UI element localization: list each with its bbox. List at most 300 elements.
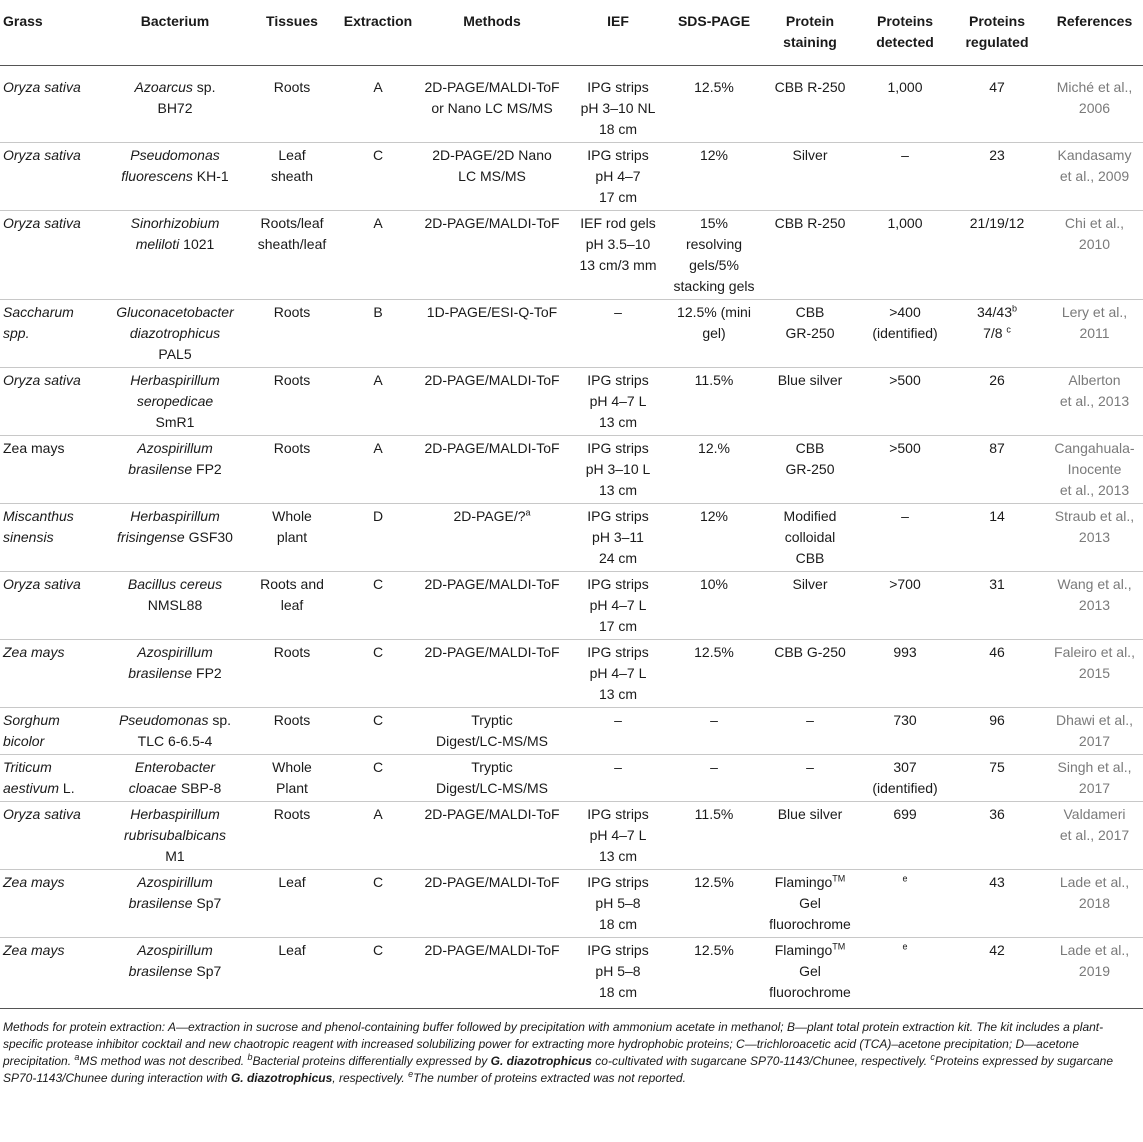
detected-text: >700 xyxy=(889,576,921,592)
footnote-a-text: MS method was not described. xyxy=(79,1054,248,1068)
cell-sds-page: 12.5% xyxy=(670,66,758,143)
cell-bacterium xyxy=(104,504,246,572)
bacterium-genus: Azospirillum brasilense xyxy=(128,644,213,681)
cell-proteins-detected xyxy=(862,211,948,300)
staining-text: Flamingo xyxy=(774,942,833,958)
bacterium-strain: SBP-8 xyxy=(176,780,222,796)
footnote-methods-text: Methods for protein extraction: A—extraction in sucrose and phenol-containing buffer followed by precipitation with ammonium acetate in methanol; B—plant total protein extraction kit. The kit includes a plant-specific protease inhibitor cocktail and new chaotropic reagent with increased solubilizing power for extracting more hydrophobic proteins; C—trichloroacetic acid (TCA)–acetone precipitation; D—acetone precipitation. xyxy=(3,1020,1104,1068)
regulated-text: 21/19/12 xyxy=(969,215,1025,231)
cell-proteins-detected xyxy=(862,572,948,640)
cell-bacterium xyxy=(104,708,246,755)
cell-sds-page: 12.% xyxy=(670,436,758,504)
cell-proteins-regulated xyxy=(948,300,1046,368)
cell-ief: IPG strips pH 5–8 18 cm xyxy=(566,870,670,938)
cell-bacterium xyxy=(104,572,246,640)
cell-reference: Dhawi et al., 2017 xyxy=(1046,708,1143,755)
cell-extraction: C xyxy=(338,755,418,802)
cell-proteins-detected xyxy=(862,504,948,572)
footnote-b-text-end: co-cultivated with sugarcane SP70-1143/Chunee, respectively. xyxy=(591,1054,931,1068)
bacterium-strain: Sp7 xyxy=(192,895,222,911)
detected-text: 307 (identified) xyxy=(872,759,938,796)
bacterium-strain: sp. BH72 xyxy=(157,79,216,116)
detected-text: – xyxy=(901,147,909,163)
footnote-sup-c: c xyxy=(930,1052,935,1062)
header-proteins-detected: Proteins detected xyxy=(862,0,948,66)
cell-proteins-detected xyxy=(862,755,948,802)
cell-proteins-detected xyxy=(862,708,948,755)
cell-reference: Lade et al., 2019 xyxy=(1046,938,1143,1009)
detected-text: 993 xyxy=(893,644,917,660)
cell-sds-page: 12.5% (mini gel) xyxy=(670,300,758,368)
bacterium-strain: FP2 xyxy=(192,461,222,477)
footnote-sup-b: b xyxy=(247,1052,253,1062)
cell-grass xyxy=(0,755,104,802)
cell-proteins-regulated xyxy=(948,572,1046,640)
bacterium-strain: FP2 xyxy=(192,665,222,681)
cell-grass xyxy=(0,66,104,143)
cell-extraction: A xyxy=(338,436,418,504)
table-row xyxy=(0,708,1143,755)
header-tissues: Tissues xyxy=(246,0,338,66)
cell-extraction: D xyxy=(338,504,418,572)
cell-ief: – xyxy=(566,300,670,368)
cell-tissues: Roots xyxy=(246,802,338,870)
cell-proteins-detected xyxy=(862,436,948,504)
cell-grass xyxy=(0,802,104,870)
bacterium-strain: GSF30 xyxy=(184,529,233,545)
table-row xyxy=(0,436,1143,504)
cell-grass xyxy=(0,938,104,1009)
cell-proteins-regulated xyxy=(948,870,1046,938)
cell-methods xyxy=(418,755,566,802)
bacterium-strain: KH-1 xyxy=(192,168,229,184)
header-ief: IEF xyxy=(566,0,670,66)
table-row xyxy=(0,504,1143,572)
grass-name: Zea mays xyxy=(3,942,65,958)
table-row xyxy=(0,870,1143,938)
cell-reference: Faleiro et al., 2015 xyxy=(1046,640,1143,708)
cell-bacterium xyxy=(104,802,246,870)
cell-proteins-detected xyxy=(862,640,948,708)
cell-grass xyxy=(0,870,104,938)
cell-extraction: B xyxy=(338,300,418,368)
methods-text: 2D-PAGE/? xyxy=(453,508,526,524)
methods-text: 2D-PAGE/MALDI-ToF xyxy=(424,215,560,231)
table-row xyxy=(0,640,1143,708)
cell-proteins-detected xyxy=(862,368,948,436)
cell-tissues: Leaf sheath xyxy=(246,143,338,211)
cell-ief: IPG strips pH 4–7 L 17 cm xyxy=(566,572,670,640)
cell-methods xyxy=(418,66,566,143)
staining-text: CBB R-250 xyxy=(774,79,846,95)
cell-methods xyxy=(418,708,566,755)
cell-sds-page: 10% xyxy=(670,572,758,640)
cell-ief: IPG strips pH 4–7 L 13 cm xyxy=(566,802,670,870)
cell-proteins-detected xyxy=(862,143,948,211)
cell-bacterium xyxy=(104,143,246,211)
cell-ief: IPG strips pH 3–10 NL 18 cm xyxy=(566,66,670,143)
staining-text: CBB G-250 xyxy=(774,644,846,660)
cell-proteins-detected xyxy=(862,938,948,1009)
grass-name: Oryza sativa xyxy=(3,79,81,95)
methods-text: 2D-PAGE/MALDI-ToF xyxy=(424,874,560,890)
cell-methods xyxy=(418,368,566,436)
cell-staining xyxy=(758,368,862,436)
staining-text: Modified colloidal CBB xyxy=(783,508,837,566)
header-bacterium: Bacterium xyxy=(104,0,246,66)
cell-ief: IEF rod gels pH 3.5–10 13 cm/3 mm xyxy=(566,211,670,300)
regulated-text: 31 xyxy=(989,576,1005,592)
cell-staining xyxy=(758,870,862,938)
cell-methods xyxy=(418,640,566,708)
cell-proteins-regulated xyxy=(948,938,1046,1009)
staining-text: CBB R-250 xyxy=(774,215,846,231)
cell-reference: Straub et al., 2013 xyxy=(1046,504,1143,572)
grass-name: Zea mays xyxy=(3,440,65,456)
cell-bacterium xyxy=(104,436,246,504)
cell-staining xyxy=(758,211,862,300)
cell-grass xyxy=(0,368,104,436)
cell-ief: IPG strips pH 4–7 L 13 cm xyxy=(566,368,670,436)
cell-proteins-regulated xyxy=(948,504,1046,572)
regulated-text: 43 xyxy=(989,874,1005,890)
methods-text: Tryptic Digest/LC-MS/MS xyxy=(435,712,549,749)
cell-reference: Chi et al., 2010 xyxy=(1046,211,1143,300)
header-references: References xyxy=(1046,0,1143,66)
footnote-sup-a: a xyxy=(74,1052,80,1062)
methods-text: 2D-PAGE/2D Nano LC MS/MS xyxy=(432,147,552,184)
detected-text: >400 (identified) xyxy=(872,304,938,341)
cell-tissues: Roots/leaf sheath/leaf xyxy=(246,211,338,300)
methods-text: 2D-PAGE/MALDI-ToF xyxy=(424,942,560,958)
cell-bacterium xyxy=(104,368,246,436)
table-row xyxy=(0,572,1143,640)
table-row xyxy=(0,66,1143,143)
staining-trademark: TM xyxy=(832,873,846,884)
grass-name: Oryza sativa xyxy=(3,806,81,822)
cell-extraction: C xyxy=(338,143,418,211)
methods-text: 2D-PAGE/MALDI-ToF xyxy=(424,576,560,592)
staining-trademark: TM xyxy=(832,941,846,952)
detected-footnote-mark: e xyxy=(902,941,908,952)
cell-extraction: C xyxy=(338,708,418,755)
bacterium-genus: Azoarcus xyxy=(134,79,193,95)
footnote-c-text: Proteins expressed by sugarcane SP70-1143/Chunee during interaction with xyxy=(3,1054,1113,1085)
grass-suffix: L. xyxy=(59,780,75,796)
cell-methods xyxy=(418,143,566,211)
grass-name: Miscanthus sinensis xyxy=(3,508,74,545)
cell-ief: IPG strips pH 3–10 L 13 cm xyxy=(566,436,670,504)
staining-text: CBB GR-250 xyxy=(785,304,835,341)
grass-name: Triticum aestivum xyxy=(3,759,60,796)
regulated-text: 26 xyxy=(989,372,1005,388)
cell-proteins-detected xyxy=(862,66,948,143)
cell-sds-page: 15% resolving gels/5% stacking gels xyxy=(670,211,758,300)
table-row xyxy=(0,755,1143,802)
cell-staining xyxy=(758,504,862,572)
bacterium-genus: Gluconacetobacter diazotrophicus xyxy=(116,304,234,341)
regulated-text: 96 xyxy=(989,712,1005,728)
cell-proteins-regulated xyxy=(948,436,1046,504)
cell-methods xyxy=(418,211,566,300)
cell-staining xyxy=(758,143,862,211)
cell-reference: Lery et al., 2011 xyxy=(1046,300,1143,368)
staining-text: Silver xyxy=(792,576,828,592)
regulated-text: 46 xyxy=(989,644,1005,660)
bacterium-genus: Pseudomonas xyxy=(118,712,209,728)
cell-ief: – xyxy=(566,755,670,802)
grass-name: Zea mays xyxy=(3,644,65,660)
cell-extraction: A xyxy=(338,368,418,436)
regulated-text-2: 7/8 xyxy=(983,325,1003,341)
cell-methods xyxy=(418,504,566,572)
regulated-text: 14 xyxy=(989,508,1005,524)
footnote-sup-e: e xyxy=(408,1069,414,1079)
bacterium-strain: NMSL88 xyxy=(147,597,203,613)
cell-extraction: C xyxy=(338,640,418,708)
cell-proteins-detected xyxy=(862,870,948,938)
cell-tissues: Roots xyxy=(246,368,338,436)
header-protein-staining: Protein staining xyxy=(758,0,862,66)
cell-tissues: Roots xyxy=(246,300,338,368)
table-row xyxy=(0,938,1143,1009)
cell-staining xyxy=(758,436,862,504)
header-grass: Grass xyxy=(0,0,104,66)
cell-staining xyxy=(758,640,862,708)
cell-staining xyxy=(758,572,862,640)
staining-text: Blue silver xyxy=(777,372,843,388)
staining-text: CBB GR-250 xyxy=(785,440,835,477)
cell-extraction: C xyxy=(338,870,418,938)
methods-footnote-mark: a xyxy=(525,507,531,518)
bacterium-strain: Sp7 xyxy=(192,963,222,979)
bacterium-strain: PAL5 xyxy=(158,346,192,362)
cell-sds-page: 12% xyxy=(670,143,758,211)
bacterium-genus: Sinorhizobium meliloti xyxy=(130,215,220,252)
table-row xyxy=(0,211,1143,300)
cell-staining xyxy=(758,708,862,755)
methods-text: 2D-PAGE/MALDI-ToF xyxy=(424,644,560,660)
regulated-text: 23 xyxy=(989,147,1005,163)
cell-sds-page: 11.5% xyxy=(670,802,758,870)
cell-extraction: C xyxy=(338,938,418,1009)
cell-proteins-regulated xyxy=(948,802,1046,870)
cell-bacterium xyxy=(104,870,246,938)
cell-methods xyxy=(418,572,566,640)
bacterium-genus: Herbaspirillum seropedicae xyxy=(130,372,220,409)
methods-text: Tryptic Digest/LC-MS/MS xyxy=(435,759,549,796)
table-row xyxy=(0,143,1143,211)
table-row xyxy=(0,802,1143,870)
cell-proteins-regulated xyxy=(948,708,1046,755)
cell-tissues: Whole Plant xyxy=(246,755,338,802)
bacterium-genus: Enterobacter cloacae xyxy=(128,759,216,796)
header-sds-page: SDS-PAGE xyxy=(670,0,758,66)
cell-proteins-regulated xyxy=(948,368,1046,436)
bacterium-genus: Pseudomonas fluorescens xyxy=(121,147,220,184)
staining-text-rest: Gel fluorochrome xyxy=(769,963,851,1000)
cell-reference: Cangahuala- Inocente et al., 2013 xyxy=(1046,436,1143,504)
cell-sds-page: 12.5% xyxy=(670,870,758,938)
cell-reference: Kandasamy et al., 2009 xyxy=(1046,143,1143,211)
cell-extraction: A xyxy=(338,66,418,143)
regulated-text: 87 xyxy=(989,440,1005,456)
methods-text: 2D-PAGE/MALDI-ToF xyxy=(424,440,560,456)
cell-tissues: Roots xyxy=(246,708,338,755)
cell-sds-page: 12.5% xyxy=(670,938,758,1009)
bacterium-genus: Bacillus cereus xyxy=(127,576,223,592)
cell-proteins-regulated xyxy=(948,66,1046,143)
cell-methods xyxy=(418,300,566,368)
cell-tissues: Roots xyxy=(246,436,338,504)
cell-reference: Wang et al., 2013 xyxy=(1046,572,1143,640)
regulated-text: 34/43 xyxy=(976,304,1013,320)
cell-bacterium xyxy=(104,300,246,368)
header-extraction: Extraction xyxy=(338,0,418,66)
cell-grass xyxy=(0,143,104,211)
cell-extraction: A xyxy=(338,211,418,300)
methods-text: 2D-PAGE/MALDI-ToF xyxy=(424,372,560,388)
bacterium-genus: Azospirillum brasilense xyxy=(128,440,213,477)
regulated-text: 42 xyxy=(989,942,1005,958)
cell-grass xyxy=(0,640,104,708)
footnote-c-species: G. diazotrophicus xyxy=(230,1071,333,1085)
bacterium-strain: SmR1 xyxy=(155,414,195,430)
grass-name: Oryza sativa xyxy=(3,215,81,231)
cell-proteins-regulated xyxy=(948,755,1046,802)
cell-sds-page: – xyxy=(670,708,758,755)
grass-name: Sorghum bicolor xyxy=(3,712,60,749)
methods-text: 1D-PAGE/ESI-Q-ToF xyxy=(426,304,558,320)
regulated-footnote-mark: b xyxy=(1012,303,1018,314)
cell-proteins-detected xyxy=(862,300,948,368)
methods-text: 2D-PAGE/MALDI-ToF or Nano LC MS/MS xyxy=(424,79,560,116)
cell-methods xyxy=(418,436,566,504)
grass-name: Saccharum spp. xyxy=(3,304,74,341)
cell-reference: Lade et al., 2018 xyxy=(1046,870,1143,938)
cell-grass xyxy=(0,436,104,504)
cell-bacterium xyxy=(104,755,246,802)
regulated-text: 36 xyxy=(989,806,1005,822)
cell-grass xyxy=(0,504,104,572)
detected-text: 730 xyxy=(893,712,917,728)
cell-extraction: C xyxy=(338,572,418,640)
staining-text: Flamingo xyxy=(774,874,833,890)
cell-tissues: Roots xyxy=(246,66,338,143)
table-row xyxy=(0,300,1143,368)
bacterium-strain: M1 xyxy=(165,848,185,864)
header-proteins-regulated: Proteins regulated xyxy=(948,0,1046,66)
grass-name: Oryza sativa xyxy=(3,576,81,592)
detected-text: >500 xyxy=(889,372,921,388)
staining-text: – xyxy=(806,712,814,728)
cell-ief: IPG strips pH 4–7 17 cm xyxy=(566,143,670,211)
grass-name: Oryza sativa xyxy=(3,372,81,388)
cell-tissues: Leaf xyxy=(246,870,338,938)
grass-name: Zea mays xyxy=(3,874,65,890)
cell-proteins-regulated xyxy=(948,640,1046,708)
cell-tissues: Leaf xyxy=(246,938,338,1009)
cell-reference: Valdameri et al., 2017 xyxy=(1046,802,1143,870)
cell-bacterium xyxy=(104,66,246,143)
staining-text: Silver xyxy=(792,147,828,163)
cell-tissues: Whole plant xyxy=(246,504,338,572)
staining-text: Blue silver xyxy=(777,806,843,822)
cell-reference: Miché et al., 2006 xyxy=(1046,66,1143,143)
cell-ief: IPG strips pH 5–8 18 cm xyxy=(566,938,670,1009)
grass-name: Oryza sativa xyxy=(3,147,81,163)
cell-reference: Singh et al., 2017 xyxy=(1046,755,1143,802)
cell-methods xyxy=(418,870,566,938)
cell-proteins-regulated xyxy=(948,211,1046,300)
cell-bacterium xyxy=(104,211,246,300)
cell-proteins-detected xyxy=(862,802,948,870)
detected-text: 1,000 xyxy=(887,79,923,95)
bacterium-genus: Azospirillum brasilense xyxy=(128,942,213,979)
bacterium-genus: Azospirillum brasilense xyxy=(128,874,213,911)
cell-extraction: A xyxy=(338,802,418,870)
cell-bacterium xyxy=(104,640,246,708)
cell-ief: IPG strips pH 3–11 24 cm xyxy=(566,504,670,572)
bacterium-genus: Herbaspirillum frisingense xyxy=(117,508,220,545)
footnote-e-text: The number of proteins extracted was not reported. xyxy=(413,1071,686,1085)
cell-reference: Alberton et al., 2013 xyxy=(1046,368,1143,436)
regulated-text: 47 xyxy=(989,79,1005,95)
methods-text: 2D-PAGE/MALDI-ToF xyxy=(424,806,560,822)
cell-grass xyxy=(0,300,104,368)
cell-bacterium xyxy=(104,938,246,1009)
regulated-text: 75 xyxy=(989,759,1005,775)
cell-methods xyxy=(418,802,566,870)
cell-grass xyxy=(0,572,104,640)
cell-proteins-regulated xyxy=(948,143,1046,211)
header-methods: Methods xyxy=(418,0,566,66)
cell-staining xyxy=(758,802,862,870)
regulated-footnote-mark-2: c xyxy=(1006,324,1011,335)
cell-grass xyxy=(0,708,104,755)
footnote-b-species: G. diazotrophicus xyxy=(490,1054,592,1068)
cell-staining xyxy=(758,755,862,802)
staining-text-rest: Gel fluorochrome xyxy=(769,895,851,932)
footnote-b-text: Bacterial proteins differentially expressed by xyxy=(252,1054,491,1068)
detected-footnote-mark: e xyxy=(902,873,908,884)
cell-sds-page: – xyxy=(670,755,758,802)
cell-ief: – xyxy=(566,708,670,755)
staining-text: – xyxy=(806,759,814,775)
footnote-c-text-end: , respectively. xyxy=(332,1071,409,1085)
cell-grass xyxy=(0,211,104,300)
table-row xyxy=(0,368,1143,436)
detected-text: >500 xyxy=(889,440,921,456)
cell-sds-page: 12.5% xyxy=(670,640,758,708)
detected-text: 699 xyxy=(893,806,917,822)
bacterium-strain: sp. TLC 6-6.5-4 xyxy=(137,712,232,749)
cell-staining xyxy=(758,66,862,143)
table-footnote xyxy=(0,1009,1143,1087)
cell-sds-page: 11.5% xyxy=(670,368,758,436)
cell-staining xyxy=(758,300,862,368)
detected-text: 1,000 xyxy=(887,215,923,231)
cell-ief: IPG strips pH 4–7 L 13 cm xyxy=(566,640,670,708)
detected-text: – xyxy=(901,508,909,524)
header-row xyxy=(0,0,1143,66)
cell-sds-page: 12% xyxy=(670,504,758,572)
bacterium-genus: Herbaspirillum rubrisubalbicans xyxy=(124,806,226,843)
cell-staining xyxy=(758,938,862,1009)
cell-tissues: Roots xyxy=(246,640,338,708)
bacterium-strain: 1021 xyxy=(179,236,215,252)
cell-tissues: Roots and leaf xyxy=(246,572,338,640)
